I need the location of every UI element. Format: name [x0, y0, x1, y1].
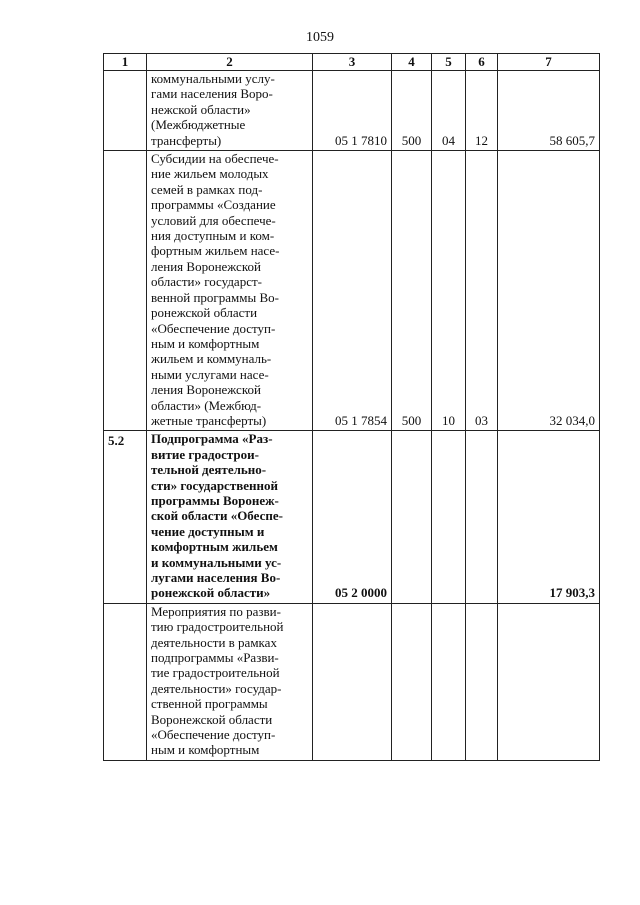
- row-name-line: тию градостроительной: [151, 619, 284, 635]
- expense-type-code: [392, 603, 432, 760]
- amount: 32 034,0: [498, 151, 600, 431]
- table-header-row: [104, 54, 600, 71]
- row-name: [147, 431, 313, 603]
- target-article-code: 05 1 7810: [313, 71, 392, 151]
- row-name-line: лугами населения Во-: [151, 570, 281, 585]
- row-name-line: (Межбюджетные: [151, 117, 246, 133]
- amount: 17 903,3: [498, 431, 600, 603]
- column-header: 5: [432, 54, 466, 71]
- expense-type-code: 500: [392, 71, 432, 151]
- row-name-line: ронежской области: [151, 305, 258, 321]
- amount: [498, 603, 600, 760]
- section-code: 04: [432, 71, 466, 151]
- subsection-code: 12: [466, 71, 498, 151]
- row-name-line: Воронежской области: [151, 711, 273, 727]
- row-name-line: деятельности в рамках: [151, 634, 277, 650]
- row-name-line: чение доступным и: [151, 523, 265, 539]
- row-name-line: ными услугами насе-: [151, 366, 269, 382]
- row-name: [147, 71, 313, 151]
- row-name-line: деятельности» государ-: [151, 680, 282, 696]
- row-name-line: ния доступным и ком-: [151, 228, 275, 244]
- row-name-line: ние жильем молодых: [151, 166, 269, 182]
- row-name-line: программы Воронеж-: [151, 492, 279, 508]
- row-name-line: коммунальными услу-: [151, 71, 275, 86]
- row-name: [147, 603, 313, 760]
- row-name-line: ления Воронежской: [151, 382, 261, 398]
- row-name-line: ным и комфортным: [151, 335, 260, 351]
- table-row: [104, 431, 600, 603]
- row-number: [104, 603, 147, 760]
- amount: 58 605,7: [498, 71, 600, 151]
- table-row: [104, 603, 600, 760]
- row-name-line: нежской области»: [151, 101, 251, 117]
- row-name-line: тельной деятельно-: [151, 462, 267, 478]
- row-name-line: комфортным жильем: [151, 539, 278, 555]
- row-name-line: гами населения Воро-: [151, 86, 273, 102]
- row-number: [104, 151, 147, 431]
- row-name-line: области» (Межбюд-: [151, 397, 262, 413]
- row-number: [104, 71, 147, 151]
- row-name-line: жильем и коммуналь-: [151, 351, 272, 367]
- row-name-line: «Обеспечение доступ-: [151, 320, 276, 336]
- row-name-line: «Обеспечение доступ-: [151, 727, 276, 743]
- subsection-code: 03: [466, 151, 498, 431]
- row-name-line: ления Воронежской: [151, 258, 261, 274]
- row-name-line: Мероприятия по разви-: [151, 603, 281, 619]
- target-article-code: 05 1 7854: [313, 151, 392, 431]
- row-name-line: ственной программы: [151, 696, 268, 712]
- row-name-line: трансферты): [151, 132, 222, 148]
- expense-type-code: 500: [392, 151, 432, 431]
- table-row: [104, 71, 600, 151]
- expense-type-code: [392, 431, 432, 603]
- row-name: [147, 151, 313, 431]
- row-name-line: условий для обеспече-: [151, 212, 276, 228]
- row-name-line: тие градостроительной: [151, 665, 280, 681]
- page-number: 1059: [306, 30, 334, 45]
- row-name-line: сти» государственной: [151, 477, 278, 493]
- column-header: 6: [466, 54, 498, 71]
- row-name-line: и коммунальными ус-: [151, 554, 282, 570]
- row-name-line: области» государст-: [151, 274, 262, 290]
- row-name-line: фортным жильем насе-: [151, 243, 280, 259]
- column-header: 3: [313, 54, 392, 71]
- subsection-code: [466, 603, 498, 760]
- row-name-line: подпрограммы «Разви-: [151, 650, 279, 666]
- column-header: 7: [498, 54, 600, 71]
- row-name-line: витие градострои-: [151, 446, 259, 462]
- column-header: 1: [104, 54, 147, 71]
- budget-table: [103, 53, 600, 761]
- section-code: [432, 603, 466, 760]
- row-name-line: ронежской области»: [151, 585, 271, 601]
- section-code: 10: [432, 151, 466, 431]
- row-name-line: ным и комфортным: [151, 742, 260, 758]
- subsection-code: [466, 431, 498, 603]
- row-name-line: программы «Создание: [151, 197, 276, 213]
- table-row: [104, 151, 600, 431]
- row-name-line: венной программы Во-: [151, 289, 279, 305]
- column-header: 4: [392, 54, 432, 71]
- target-article-code: 05 2 0000: [313, 431, 392, 603]
- column-header: 2: [147, 54, 313, 71]
- row-name-line: Субсидии на обеспече-: [151, 151, 279, 167]
- row-name-line: жетные трансферты): [151, 412, 267, 428]
- row-number: 5.2: [104, 431, 147, 603]
- target-article-code: [313, 603, 392, 760]
- row-name-line: Подпрограмма «Раз-: [151, 431, 273, 447]
- row-name-line: ской области «Обеспе-: [151, 508, 283, 524]
- row-name-line: семей в рамках под-: [151, 181, 263, 197]
- section-code: [432, 431, 466, 603]
